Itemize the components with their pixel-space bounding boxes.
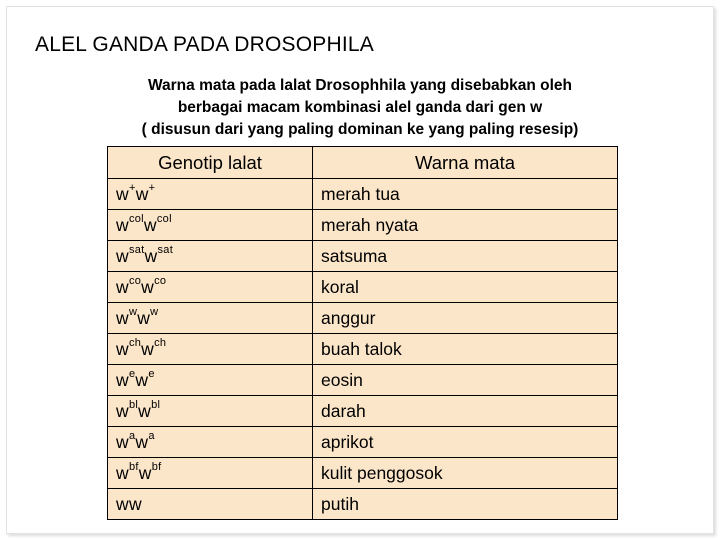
genotype-cell [108, 210, 313, 241]
allele-superscript: w [128, 305, 138, 318]
eye-color-cell: anggur [313, 303, 618, 334]
eye-color-cell: kulit penggosok [313, 458, 618, 489]
table-row [108, 179, 618, 210]
allele-superscript: bl [128, 398, 139, 411]
table-row [108, 241, 618, 272]
allele-base: w [144, 245, 158, 266]
allele-superscript: col [128, 212, 144, 225]
allele-superscript: ch [154, 336, 167, 349]
table-row [108, 303, 618, 334]
allele-base: w [116, 431, 129, 452]
allele-base: w [138, 462, 152, 483]
header-genotype: Genotip lalat [108, 147, 313, 179]
table-row [108, 210, 618, 241]
table-row [108, 458, 618, 489]
allele-superscript: ch [128, 336, 142, 349]
subtitle-line-2: berbagai macam kombinasi alel ganda dari gen w [177, 99, 543, 116]
table-row [108, 489, 618, 520]
allele-superscript: a [148, 429, 155, 442]
genotype-cell [108, 334, 313, 365]
allele-superscript: bf [151, 460, 162, 473]
genotype-cell [108, 241, 313, 272]
allele-superscript: co [128, 274, 142, 287]
allele-superscript: + [148, 181, 156, 194]
allele-base: w [141, 338, 155, 359]
allele-superscript: sat [128, 243, 145, 256]
allele-base: w [135, 183, 149, 204]
allele-superscript: bf [128, 460, 139, 473]
genotype-cell [108, 458, 313, 489]
eye-color-cell: putih [313, 489, 618, 520]
allele-superscript: w [150, 305, 159, 318]
allele-base: w [135, 431, 149, 452]
genotype-table [107, 146, 618, 520]
allele-base: w [116, 369, 129, 390]
allele-base: w [116, 245, 129, 266]
header-eye-color: Warna mata [313, 147, 618, 179]
allele-base: w [135, 369, 149, 390]
allele-superscript: a [128, 429, 136, 442]
allele-superscript: e [148, 367, 155, 380]
eye-color-cell: eosin [313, 365, 618, 396]
allele-base: w [141, 276, 155, 297]
allele-base: w [116, 183, 129, 204]
subtitle [90, 75, 630, 141]
genotype-cell [108, 303, 313, 334]
allele-base: w [116, 307, 129, 328]
table-header-row [108, 147, 618, 179]
table-row [108, 365, 618, 396]
allele-base: w [116, 214, 129, 235]
eye-color-cell: darah [313, 396, 618, 427]
allele-base: w [128, 493, 142, 514]
allele-base: w [116, 493, 129, 514]
table-row [108, 334, 618, 365]
eye-color-cell: merah tua [313, 179, 618, 210]
allele-base: w [116, 276, 129, 297]
table-row [108, 396, 618, 427]
genotype-cell [108, 427, 313, 458]
allele-base: w [116, 462, 129, 483]
allele-base: w [138, 400, 152, 421]
eye-color-cell: merah nyata [313, 210, 618, 241]
genotype-cell [108, 365, 313, 396]
table-row [108, 272, 618, 303]
page-title: ALEL GANDA PADA DROSOPHILA [35, 33, 374, 56]
genotype-cell [108, 272, 313, 303]
table-row [108, 427, 618, 458]
eye-color-cell: buah talok [313, 334, 618, 365]
eye-color-cell: aprikot [313, 427, 618, 458]
allele-superscript: col [156, 212, 172, 225]
genotype-cell [108, 489, 313, 520]
genotype-cell [108, 179, 313, 210]
allele-superscript: sat [157, 243, 174, 256]
allele-superscript: e [128, 367, 136, 380]
allele-base: w [137, 307, 151, 328]
genotype-cell [108, 396, 313, 427]
eye-color-cell: satsuma [313, 241, 618, 272]
allele-base: w [116, 400, 129, 421]
subtitle-line-3: ( disusun dari yang paling dominan ke yang paling resesip) [141, 121, 579, 138]
allele-superscript: co [154, 274, 167, 287]
allele-superscript: + [128, 181, 136, 194]
subtitle-line-1: Warna mata pada lalat Drosophhila yang disebabkan oleh [147, 77, 573, 94]
allele-base: w [143, 214, 157, 235]
allele-superscript: bl [151, 398, 161, 411]
eye-color-cell: koral [313, 272, 618, 303]
allele-base: w [116, 338, 129, 359]
